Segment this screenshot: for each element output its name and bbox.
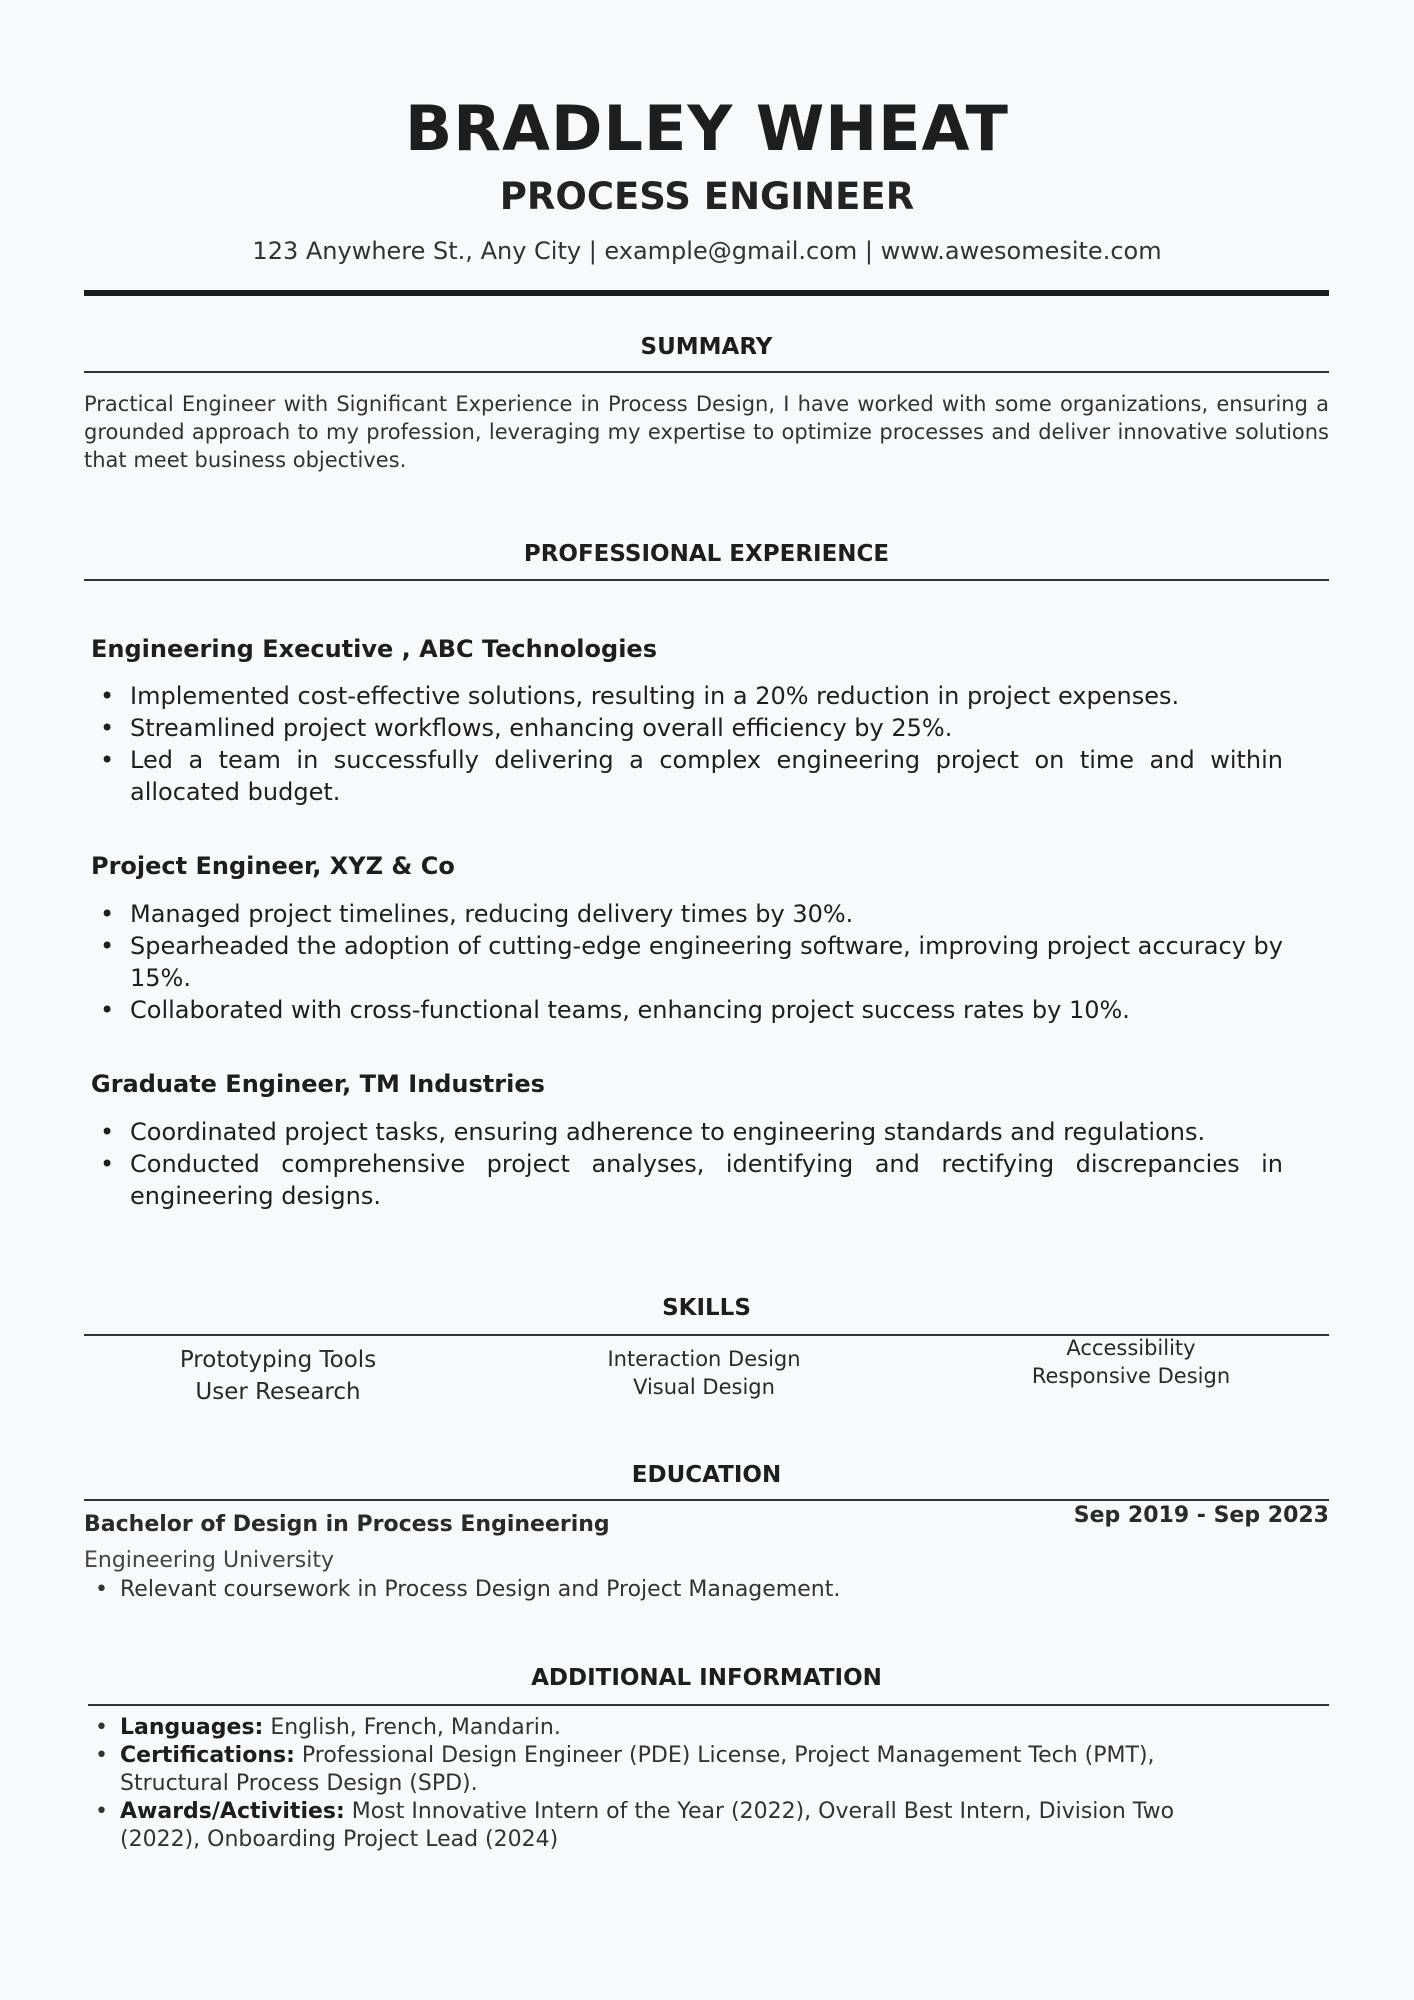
job-entry-title: Graduate Engineer, TM Industries bbox=[91, 1070, 545, 1098]
list-item: • Implemented cost-effective solutions, resulting in a 20% reduction in project expenses. bbox=[130, 680, 1283, 712]
skills-column bbox=[68, 1344, 488, 1408]
job-bullets bbox=[130, 898, 1283, 1026]
skills-column bbox=[494, 1345, 914, 1401]
skill-item: Responsive Design bbox=[1031, 1364, 1231, 1388]
item-text: Professional Design Engineer (PDE) License, Project Management Tech (PMT), Structural Process Design (SPD). bbox=[120, 1743, 1155, 1796]
job-bullets bbox=[130, 680, 1283, 808]
list-item: • Coordinated project tasks, ensuring adherence to engineering standards and regulations. bbox=[130, 1116, 1283, 1148]
job-entry-title: Engineering Executive , ABC Technologies bbox=[91, 635, 657, 663]
item-text: English, French, Mandarin. bbox=[263, 1715, 561, 1740]
summary-text: Practical Engineer with Significant Experience in Process Design, I have worked with some organizations, ensuring a grounded approach to my profession, leveraging my expertise to optimize processes and deliver innovative solutions that meet business objectives. bbox=[84, 392, 1329, 472]
education-divider bbox=[84, 1499, 1329, 1501]
experience-divider bbox=[84, 579, 1329, 581]
skills-column bbox=[921, 1334, 1341, 1390]
experience-heading: PROFESSIONAL EXPERIENCE bbox=[523, 541, 890, 567]
summary-heading: SUMMARY bbox=[640, 334, 773, 360]
summary-divider bbox=[84, 371, 1329, 373]
contact-info: 123 Anywhere St., Any City | example@gmail.com | www.awesomesite.com bbox=[252, 237, 1162, 265]
list-item: • Managed project timelines, reducing delivery times by 30%. bbox=[130, 898, 1283, 930]
skill-item: User Research bbox=[195, 1379, 361, 1405]
skill-item: Accessibility bbox=[1066, 1336, 1196, 1360]
header-divider bbox=[84, 290, 1329, 296]
job-entry-title: Project Engineer, XYZ & Co bbox=[91, 852, 455, 880]
item-label: Awards/Activities: bbox=[120, 1799, 345, 1824]
list-item: • Streamlined project workflows, enhancing overall efficiency by 25%. bbox=[130, 712, 1283, 744]
skill-item: Visual Design bbox=[633, 1375, 775, 1399]
job-bullets bbox=[130, 1116, 1283, 1212]
skill-item: Interaction Design bbox=[607, 1347, 801, 1371]
additional-list bbox=[120, 1714, 1230, 1854]
job-title: PROCESS ENGINEER bbox=[499, 175, 915, 218]
degree-title: Bachelor of Design in Process Engineering bbox=[84, 1512, 610, 1537]
education-heading: EDUCATION bbox=[631, 1462, 782, 1488]
education-dates: Sep 2019 - Sep 2023 bbox=[1073, 1503, 1329, 1528]
education-bullets bbox=[120, 1576, 1270, 1604]
list-item: • Conducted comprehensive project analyses, identifying and rectifying discrepancies in engineering designs. bbox=[130, 1148, 1283, 1212]
school-name: Engineering University bbox=[84, 1548, 334, 1573]
list-item: • Collaborated with cross-functional teams, enhancing project success rates by 10%. bbox=[130, 994, 1283, 1026]
additional-heading: ADDITIONAL INFORMATION bbox=[531, 1665, 882, 1691]
list-item: • Spearheaded the adoption of cutting-edge engineering software, improving project accuracy by 15%. bbox=[130, 930, 1283, 994]
list-item: • Relevant coursework in Process Design and Project Management. bbox=[120, 1576, 1270, 1604]
additional-divider bbox=[88, 1704, 1329, 1706]
list-item bbox=[120, 1798, 1230, 1854]
list-item: • Led a team in successfully delivering a complex engineering project on time and within allocated budget. bbox=[130, 744, 1283, 808]
list-item bbox=[120, 1742, 1230, 1798]
skills-heading: SKILLS bbox=[662, 1295, 751, 1321]
item-text: Most Innovative Intern of the Year (2022), Overall Best Intern, Division Two (2022), Onboarding Project Lead (2024) bbox=[120, 1799, 1175, 1852]
skill-item: Prototyping Tools bbox=[179, 1347, 377, 1373]
item-label: Certifications: bbox=[120, 1743, 295, 1768]
item-label: Languages: bbox=[120, 1715, 264, 1740]
list-item bbox=[120, 1714, 1230, 1742]
candidate-name: BRADLEY WHEAT bbox=[405, 92, 1009, 165]
